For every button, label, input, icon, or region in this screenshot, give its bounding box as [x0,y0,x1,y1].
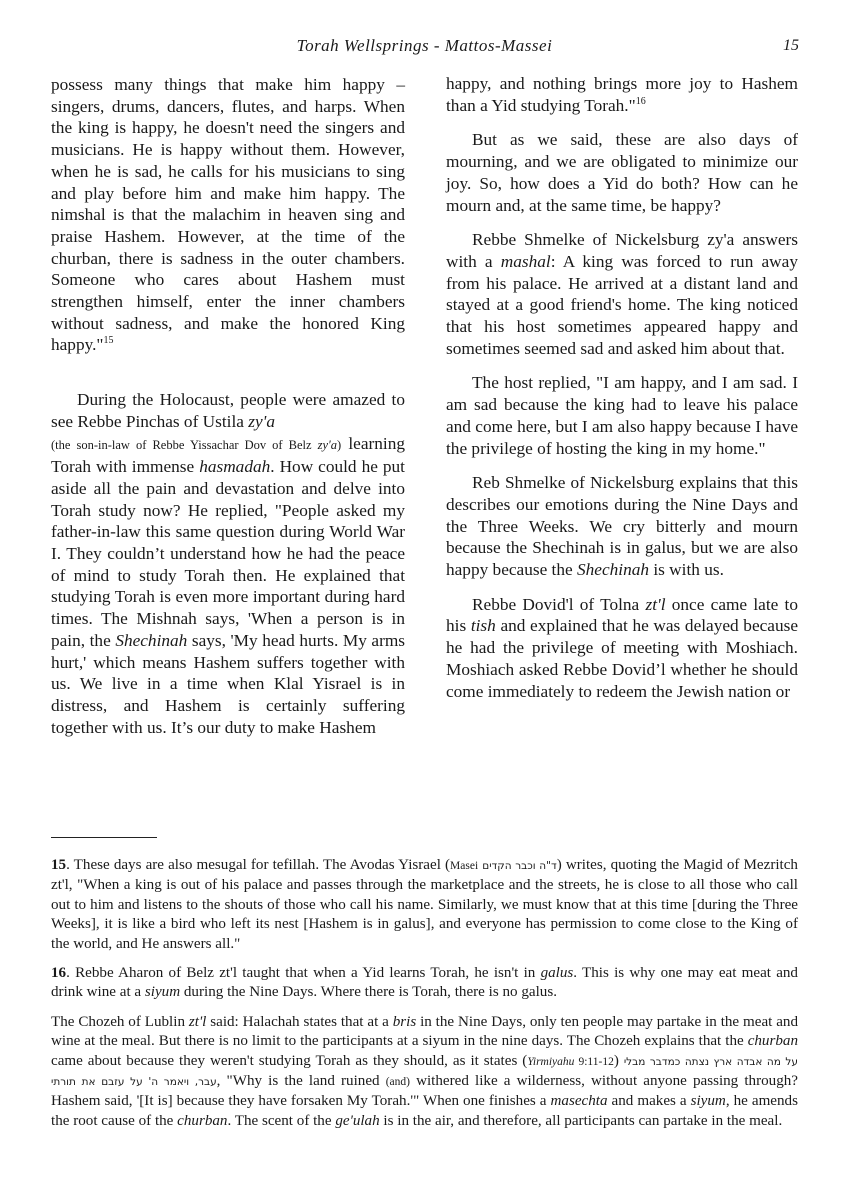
left-paragraph-2: During the Holocaust, people were amazed to see Rebbe Pinchas of Ustila zy'a (the son-in-law of Rebbe Yissachar Dov of Belz zy'a) learning Torah with immense hasmadah. How could he put aside all the pain and devastation and delve into Torah study now? He replied, "People asked my father-in-law this same question during World War I. They couldn’t understand how he had the peace of mind to study Torah then. He explained that studying Torah is even more important during hard times. The Mishnah says, 'When a person is in pain, the Shechinah says, 'My head hurts. My arms hurt,' which means Hashem suffers together with us. We live in a time when Klal Yisrael is in distress, and Hashem is certainly suffering together with us. It’s our duty to make Hashem [51,390,405,737]
right-paragraph-6: Rebbe Dovid'l of Tolna zt'l once came late to his tish and explained that he was delayed because he had the privilege of meeting with Moshiach. Moshiach asked Rebbe Dovid’l whether he should come immediately to redeem the Jewish nation or [446,594,798,701]
page-number: 15 [783,37,799,54]
footnote-ref-16[interactable]: 16 [635,95,646,107]
left-paragraph-1: possess many things that make him happy – singers, drums, dancers, flutes, and harps. When the king is happy, he doesn't need the singers and musicians. He is happy without them. However, when he is sad, he calls for his musicians to sing and play before him and make him happy. The nimshal is that the malachim in heaven sing and praise Hashem. However, at the time of the churban, there is sadness in the outer chambers. Someone who cares about Hashem must strengthen himself, enter the inner chambers without sadness, and make the honored King happy."$^{15}$ [51,75,405,355]
footnote-16: 16. Rebbe Aharon of Belz zt'l taught that when a Yid learns Torah, he isn't in galus. This is why one may eat meat and drink wine at a siyum during the Nine Days. Where there is Torah, there is no galus. [51,965,798,1001]
running-header-title: Torah Wellsprings - Mattos-Massei [296,36,553,55]
right-paragraph-2: But as we said, these are also days of mourning, and we are obligated to minimize our joy. So, how does a Yid do both? How can he mourn and, at the same time, be happy? [446,130,798,215]
footnote-15: 15. These days are also mesugal for tefillah. The Avodas Yisrael (Masei ד"ה וכבר הקדים) writes, quoting the Magid of Mezritch zt'l, "When a king is out of his palace and passes through the marketplace and the streets, he is close to all those who call out to him and listens to the shouts of those who call his name. Similarly, we must know that at this time [during the Three Weeks], it is like a bird who left its nest [Hashem is in galus], and everyone has permission to come close to the King of the world, and He answers all." [51,857,798,952]
footnotes [51,856,798,1141]
right-paragraph-4: The host replied, "I am happy, and I am sad. I am sad because the king had to leave his palace and come here, but I am also happy because I have the privilege of hosting the king in my home." [446,373,798,458]
footnote-16-continued: The Chozeh of Lublin zt'l said: Halachah states that at a bris in the Nine Days, only ten people may partake in the meat and wine at the meal. But there is no limit to the participants at a siyum in the nine days. The Chozeh explains that the churban came about because they weren't studying Torah as they should, as it states (Yirmiyahu 9:11-12) על מה אבדה ארץ נצתה כמדבר מבלי עבר, ויאמר ה' על עזבם את תורתי, "Why is the land ruined (and) withered like a wilderness, without anyone passing through? Hashem said, '[It is] because they have forsaken My Torah.'" When one finishes a masechta and makes a siyum, he amends the root cause of the churban. The scent of the ge'ulah is in the air, and therefore, all participants can partake in the meal. [51,1013,799,1129]
right-column [446,73,798,702]
right-paragraph-3: Rebbe Shmelke of Nickelsburg zy'a answers with a mashal: A king was forced to run away from his palace. He arrived at a distant land and stayed at a good friend's home. The king noticed that his host sometimes appeared happy and sometimes seemed sad and asked him about that. [446,230,798,358]
right-paragraph-1: happy, and nothing brings more joy to Hashem than a Yid studying Torah."$^{16}$ [446,74,798,115]
left-column [51,74,405,738]
footnote-ref-15[interactable]: 15 [103,335,114,347]
right-paragraph-5: Reb Shmelke of Nickelsburg explains that this describes our emotions during the Nine Days and the Three Weeks. We cry bitterly and mourn because the Shechinah is in galus, but we are also happy because the Shechinah is with us. [446,473,798,580]
footnote-separator [51,837,157,838]
